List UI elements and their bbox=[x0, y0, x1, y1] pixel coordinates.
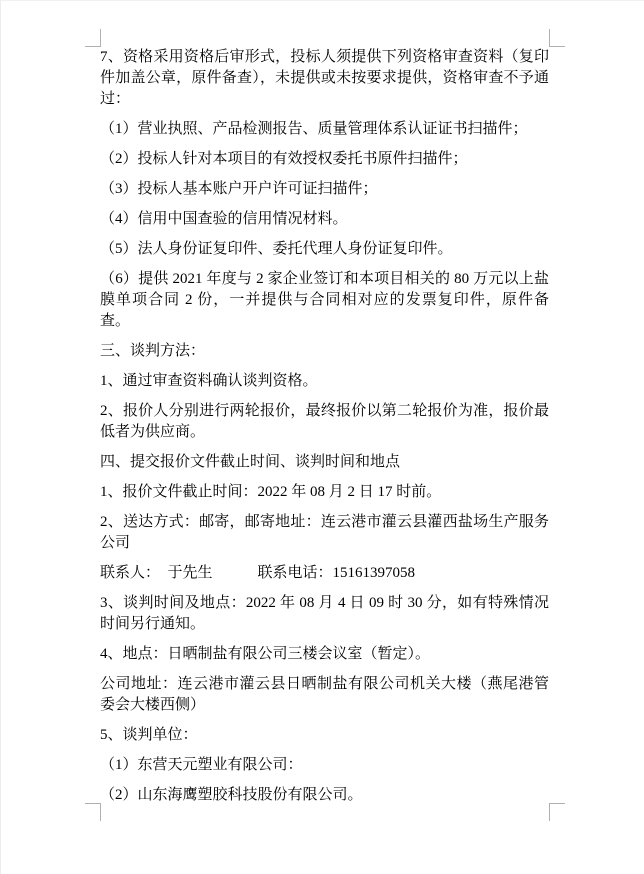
paragraph-company-address[interactable]: 公司地址：连云港市灌云县日晒制盐有限公司机关大楼（燕尾港管委会大楼西侧） bbox=[100, 676, 549, 713]
paragraph-negotiation-time[interactable]: 3、谈判时间及地点：2022 年 08 月 4 日 09 时 30 分，如有特殊情况时间另行通知。 bbox=[100, 595, 549, 632]
paragraph-method-2[interactable]: 2、报价人分别进行两轮报价，最终报价以第二轮报价为准，报价最低者为供应商。 bbox=[100, 403, 549, 440]
paragraph-negotiation-place[interactable]: 4、地点：日晒制盐有限公司三楼会议室（暂定）。 bbox=[100, 646, 431, 662]
heading-section-3-negotiation-method[interactable]: 三、谈判方法： bbox=[100, 343, 206, 359]
text-boundary-mark-top-left bbox=[85, 29, 101, 47]
document-text-area[interactable] bbox=[100, 47, 549, 815]
paragraph-method-1[interactable]: 1、通过审查资料确认谈判资格。 bbox=[100, 373, 318, 389]
paragraph-item-4-credit-china[interactable]: （4）信用中国查验的信用情况材料。 bbox=[100, 211, 348, 227]
text-boundary-mark-bottom-left bbox=[85, 803, 101, 821]
text-boundary-mark-top-right bbox=[549, 29, 565, 47]
text-boundary-mark-bottom-right bbox=[549, 803, 565, 821]
paragraph-qualification-review[interactable]: 7、资格采用资格后审形式，投标人须提供下列资格审查资料（复印件加盖公章，原件备查），未提供或未按要求提供，资格审查不予通过： bbox=[100, 49, 549, 107]
heading-section-4-deadline-time-place[interactable]: 四、提交报价文件截止时间、谈判时间和地点 bbox=[100, 454, 401, 470]
paragraph-unit-1-dongying-tianyuan[interactable]: （1）东营天元塑业有限公司： bbox=[100, 757, 303, 773]
paragraph-quote-deadline[interactable]: 1、报价文件截止时间：2022 年 08 月 2 日 17 时前。 bbox=[100, 484, 442, 500]
paragraph-item-5-id-copies[interactable]: （5）法人身份证复印件、委托代理人身份证复印件。 bbox=[100, 241, 453, 257]
paragraph-contact-info[interactable]: 联系人： 于先生 联系电话：15161397058 bbox=[100, 565, 416, 581]
paragraph-item-2-authorization[interactable]: （2）投标人针对本项目的有效授权委托书原件扫描件； bbox=[100, 151, 468, 167]
paragraph-item-3-bank-account[interactable]: （3）投标人基本账户开户许可证扫描件； bbox=[100, 181, 378, 197]
paragraph-item-1-business-license[interactable]: （1）营业执照、产品检测报告、质量管理体系认证证书扫描件； bbox=[100, 121, 528, 137]
heading-negotiation-units[interactable]: 5、谈判单位： bbox=[100, 727, 198, 743]
paragraph-item-6-contracts[interactable]: （6）提供 2021 年度与 2 家企业签订和本项目相关的 80 万元以上盐膜单项合同 2 份，一并提供与合同相对应的发票复印件，原件备查。 bbox=[100, 271, 549, 329]
paragraph-unit-2-shandong-haiying[interactable]: （2）山东海鹰塑胶科技股份有限公司。 bbox=[100, 787, 363, 803]
paragraph-delivery-method[interactable]: 2、送达方式：邮寄，邮寄地址：连云港市灌云县灌西盐场生产服务公司 bbox=[100, 514, 549, 551]
